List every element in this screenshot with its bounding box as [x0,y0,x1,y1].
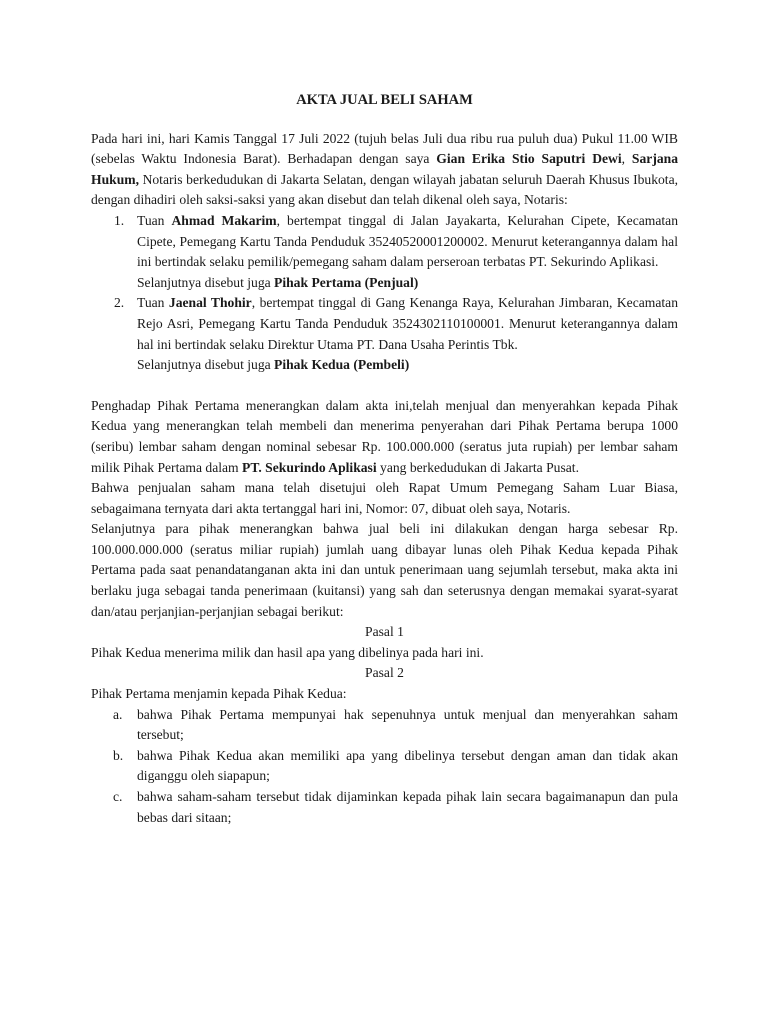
party-description [137,293,678,355]
guarantee-letter: b. [113,747,124,763]
party-item [91,211,678,293]
party-list [91,211,678,376]
guarantee-text: bahwa Pihak Kedua akan memiliki apa yang dibelinya tersebut dengan aman dan tidak akan diganggu oleh siapapun; [137,747,678,784]
intro-paragraph [91,129,678,211]
intro-text-1: Pada hari ini, hari Kamis Tanggal 17 Juli 2022 (tujuh belas Juli dua ribu rua puluh dua) Pukul 11.00 WIB (sebelas Waktu Indonesia Barat). Berhadapan dengan saya [91,130,678,167]
intro-text-2: , [621,151,632,167]
party-text-1: Tuan [137,212,172,228]
guarantee-item [91,787,678,828]
guarantee-text: bahwa saham-saham tersebut tidak dijaminkan kepada pihak lain secara bagaimanapun dan pula bebas dari sitaan; [137,789,678,825]
party-role [137,355,678,376]
sale-text-1: Penghadap Pihak Pertama menerangkan dalam akta ini,telah menjual dan menyerahkan kepada Pihak Kedua yang menerangkan telah membeli dan menerima penyerahan dari Pihak Pertama berupa 1000 (seribu) lembar saham dengan nominal sebesar Rp. 100.000.000 (seratus juta rupiah) per lembar saham milik Pihak Pertama dalam [91,397,678,475]
sale-text-2: yang berkedudukan di Jakarta Pusat. [376,459,579,475]
price-paragraph: Selanjutnya para pihak menerangkan bahwa jual beli ini dilakukan dengan harga sebesar Rp. 100.000.000.000 (seratus miliar rupiah) jumlah uang dibayar lunas oleh Pihak Kedua kepada Pihak Pertama pada saat penandatanganan akta ini dan untuk penerimaan uang sejumlah tersebut, maka akta ini berlaku juga sebagai tanda penerimaan (kuitansi) yang sah dan seterusnya dengan memakai syarat-syarat dan/atau perjanjian-perjanjian sebagai berikut: [91,521,678,619]
party-item [91,293,678,375]
intro-text-3: Notaris berkedudukan di Jakarta Selatan, dengan wilayah jabatan seluruh Daerah Khusus Ibukota, dengan dihadiri oleh saksi-saksi yang akan disebut dan telah dikenal oleh saya, Notaris: [91,171,678,208]
pasal-2-text: Pihak Pertama menjamin kepada Pihak Kedua: [91,686,347,702]
guarantee-list [91,705,678,829]
party-role-label: Pihak Kedua (Pembeli) [274,357,410,373]
notary-name: Gian Erika Stio Saputri Dewi [436,151,622,167]
document-body [91,90,678,828]
guarantee-item [91,746,678,787]
notary-title: Sarjana Hukum, [91,151,678,187]
pasal-1-text: Pihak Kedua menerima milik dan hasil apa yang dibelinya pada hari ini. [91,644,484,660]
party-description [137,211,678,273]
party-role-text: Selanjutnya disebut juga [137,274,275,290]
guarantee-letter: a. [113,706,123,722]
pasal-2-heading: Pasal 2 [365,665,404,681]
party-number: 1. [114,212,125,228]
paragraph-spacer [91,376,678,396]
document-title: AKTA JUAL BELI SAHAM [296,92,473,108]
party-role-text: Selanjutnya disebut juga [137,357,275,373]
party-number: 2. [114,295,125,311]
approval-paragraph: Bahwa penjualan saham mana telah disetujui oleh Rapat Umum Pemegang Saham Luar Biasa, sebagaimana ternyata dari akta tertanggal hari ini, Nomor: 07, dibuat oleh saya, Notaris. [91,480,678,516]
party-role-label: Pihak Pertama (Penjual) [274,274,419,290]
party-text-2: , bertempat tinggal di Jalan Jayakarta, Kelurahan Cipete, Kecamatan Cipete, Pemegang Kartu Tanda Penduduk 35240520001200002. Menurut keterangannya dalam hal ini bertindak selaku pemilik/pemegang saham dalam perseroan terbatas PT. Sekurindo Aplikasi. [137,212,678,270]
party-name: Jaenal Thohir [168,295,252,311]
guarantee-text: bahwa Pihak Pertama mempunyai hak sepenuhnya untuk menjual dan menyerahkan saham tersebut; [137,706,678,743]
pasal-1-heading: Pasal 1 [365,624,404,640]
guarantee-item [91,705,678,746]
party-text-1: Tuan [137,295,169,311]
party-name: Ahmad Makarim [171,212,277,228]
guarantee-letter: c. [113,789,123,804]
party-text-2: , bertempat tinggal di Gang Kenanga Raya, Kelurahan Jimbaran, Kecamatan Rejo Asri, Pemegang Kartu Tanda Penduduk 3524302110100001. Menurut keterangannya dalam hal ini bertindak selaku Direktur Utama PT. Dana Usaha Perintis Tbk. [137,295,678,352]
sale-paragraph [91,396,678,478]
company-name: PT. Sekurindo Aplikasi [242,459,377,475]
party-role [137,273,678,294]
